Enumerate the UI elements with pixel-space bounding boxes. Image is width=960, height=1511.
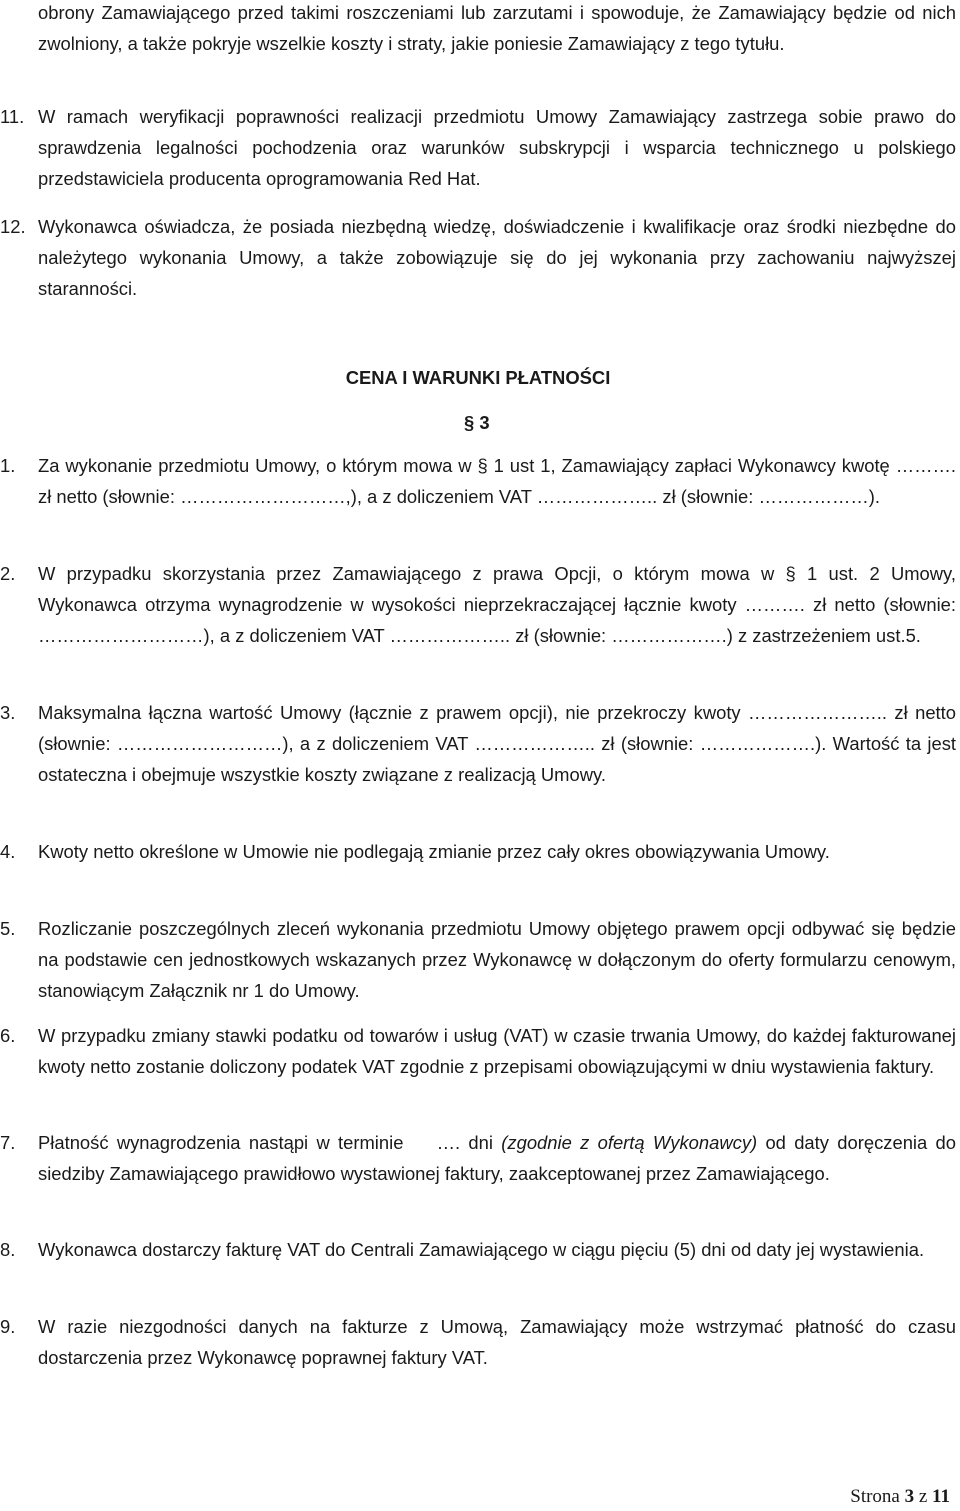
clause-text-start: Płatność wynagrodzenia nastąpi w terminie …. dni xyxy=(38,1132,502,1153)
clause-2 xyxy=(0,558,956,651)
clause-number: 4. xyxy=(0,841,16,862)
section-title: CENA I WARUNKI PŁATNOŚCI xyxy=(345,367,611,388)
clause-text: W razie niezgodności danych na fakturze z Umową, Zamawiający może wstrzymać płatność do czasu dostarczenia przez Wykonawcę poprawnej faktury VAT. xyxy=(38,1316,956,1368)
clause-text: W przypadku zmiany stawki podatku od towarów i usług (VAT) w czasie trwania Umowy, do każdej fakturowanej kwoty netto zostanie doliczony podatek VAT zgodnie z przepisami obowiązującymi w dniu wystawienia faktury. xyxy=(38,1025,956,1077)
footer-total-pages: 11 xyxy=(932,1486,950,1507)
clause-5 xyxy=(0,913,956,1006)
clause-text: Maksymalna łączna wartość Umowy (łącznie z prawem opcji), nie przekroczy kwoty ………………….. zł netto (słownie: ………………………), a z doliczeniem VAT ……………….. zł (słownie: ……………….). Wartość ta jest ostateczna i obejmuje wszystkie koszty związane z realizacją Umowy. xyxy=(38,702,956,785)
clause-7 xyxy=(0,1127,956,1189)
clause-4 xyxy=(0,836,956,867)
clause-text xyxy=(38,1127,956,1189)
clause-text: Kwoty netto określone w Umowie nie podlegają zmianie przez cały okres obowiązywania Umowy. xyxy=(38,841,830,862)
clause-number: 2. xyxy=(0,563,16,584)
clause-1 xyxy=(0,450,956,512)
clause-text-italic: (zgodnie z ofertą Wykonawcy) xyxy=(501,1132,758,1153)
clause-number: 1. xyxy=(0,455,16,476)
clause-number: 6. xyxy=(0,1025,16,1046)
clause-number: 5. xyxy=(0,918,16,939)
clause-8 xyxy=(0,1234,956,1265)
clause-6 xyxy=(0,1020,956,1082)
clause-number: 12. xyxy=(0,216,26,237)
clause-3 xyxy=(0,697,956,790)
clause-number: 8. xyxy=(0,1239,16,1260)
clause-text: Wykonawca oświadcza, że posiada niezbędną wiedzę, doświadczenie i kwalifikacje oraz środki niezbędne do należytego wykonania Umowy, a także zobowiązuje się do jej wykonania przy zachowaniu najwyższej staranności. xyxy=(38,216,956,299)
section-number: § 3 xyxy=(464,412,490,433)
footer-page-number: 3 xyxy=(904,1486,915,1507)
footer-prefix: Strona xyxy=(850,1486,905,1507)
clause-11 xyxy=(0,101,956,194)
clause-number: 7. xyxy=(0,1132,16,1153)
clause-text-end: od daty doręczenia do siedziby Zamawiającego prawidłowo wystawionej faktury, zaakceptowanej przez Zamawiającego. xyxy=(38,1132,956,1184)
clause-text: Wykonawca dostarczy fakturę VAT do Centrali Zamawiającego w ciągu pięciu (5) dni od daty jej wystawienia. xyxy=(38,1239,925,1260)
clause-number: 3. xyxy=(0,702,16,723)
clause-text: Za wykonanie przedmiotu Umowy, o którym mowa w § 1 ust 1, Zamawiający zapłaci Wykonawcy kwotę ………. zł netto (słownie: ………………………,), a z doliczeniem VAT ……………….. zł (słownie: ………………). xyxy=(38,455,956,507)
clause-number: 9. xyxy=(0,1316,16,1337)
clause-12 xyxy=(0,211,956,304)
clause-9 xyxy=(0,1311,956,1373)
continuation-paragraph: obrony Zamawiającego przed takimi roszczeniami lub zarzutami i spowoduje, że Zamawiający będzie od nich zwolniony, a także pokryje wszelkie koszty i straty, jakie poniesie Zamawiający z tego tytułu. xyxy=(38,2,956,54)
clause-number: 11. xyxy=(0,106,25,127)
page-footer xyxy=(850,1486,950,1508)
clause-text: Rozliczanie poszczególnych zleceń wykonania przedmiotu Umowy objętego prawem opcji odbywać się będzie na podstawie cen jednostkowych wskazanych przez Wykonawcę w dołączonym do oferty formularzu cenowym, stanowiącym Załącznik nr 1 do Umowy. xyxy=(38,918,956,1001)
footer-middle: z xyxy=(914,1486,933,1507)
clause-text: W ramach weryfikacji poprawności realizacji przedmiotu Umowy Zamawiający zastrzega sobie prawo do sprawdzenia legalności pochodzenia oraz warunków subskrypcji i wsparcia technicznego u polskiego przedstawiciela producenta oprogramowania Red Hat. xyxy=(38,106,956,189)
clause-text: W przypadku skorzystania przez Zamawiającego z prawa Opcji, o którym mowa w § 1 ust. 2 Umowy, Wykonawca otrzyma wynagrodzenie w wysokości nieprzekraczającej łącznie kwoty ………. zł netto (słownie: ………………………), a z doliczeniem VAT ……………….. zł (słownie: ……………….) z zastrzeżeniem ust.5. xyxy=(38,563,956,646)
